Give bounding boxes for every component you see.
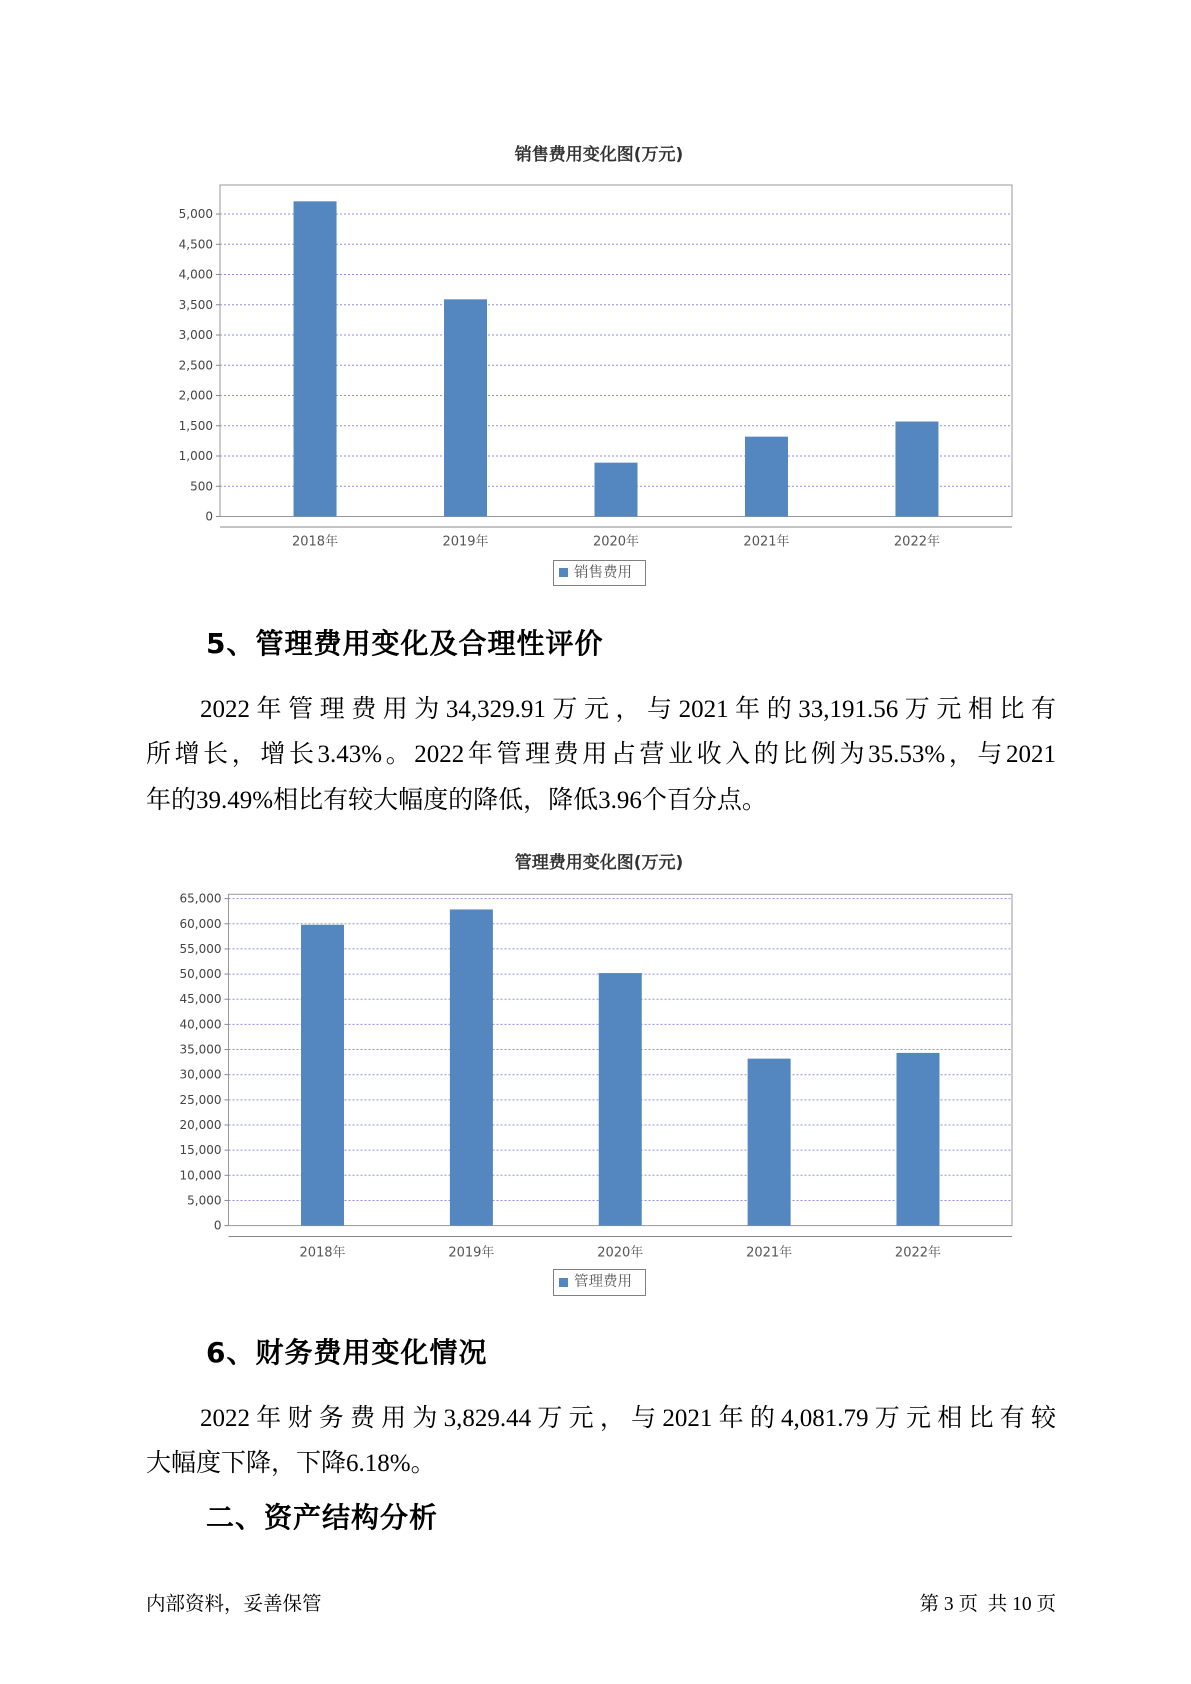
- paragraph-line: 年的39.49%相比有较大幅度的降低，降低3.96个百分点。: [146, 786, 767, 814]
- bar: [301, 925, 344, 1226]
- paragraph-line: 大幅度下降，下降6.18%。: [146, 1450, 436, 1477]
- y-tick-label: 20,000: [179, 1117, 222, 1132]
- y-tick-label: 2,500: [178, 358, 213, 373]
- bar: [444, 299, 487, 516]
- y-tick-label: 4,000: [178, 267, 213, 282]
- y-tick-label: 3,000: [178, 328, 213, 343]
- y-tick-label: 3,500: [178, 297, 213, 312]
- y-tick-label: 1,500: [178, 418, 213, 433]
- y-tick-label: 0: [213, 1218, 222, 1233]
- x-tick-label: 2019年: [448, 1245, 495, 1261]
- bar: [595, 463, 638, 517]
- y-tick-label: 50,000: [179, 967, 222, 982]
- admin-expense-chart-legend: [553, 1269, 646, 1296]
- sales-expense-chart-legend: [553, 560, 646, 586]
- legend-label: 销售费用: [574, 565, 632, 581]
- y-tick-label: 2,000: [178, 388, 213, 403]
- sales-expense-chart-title: 销售费用变化图(万元): [514, 145, 684, 165]
- x-tick-label: 2020年: [597, 1245, 644, 1261]
- x-tick-label: 2022年: [894, 1245, 942, 1261]
- x-tick-label: 2018年: [299, 1245, 346, 1261]
- bar: [895, 422, 938, 517]
- x-tick-label: 2018年: [291, 534, 339, 550]
- y-tick-label: 65,000: [179, 891, 222, 906]
- x-tick-label: 2020年: [592, 534, 640, 550]
- y-tick-label: 40,000: [179, 1017, 222, 1032]
- y-tick-label: 35,000: [179, 1042, 222, 1057]
- legend-swatch: [559, 568, 568, 577]
- y-tick-label: 5,000: [178, 207, 213, 222]
- paragraph-line: 2022年管理费用为34,329.91万元，与2021年的33,191.56万元相比有: [200, 695, 1056, 723]
- bar: [748, 1059, 791, 1226]
- y-tick-label: 4,500: [178, 237, 213, 252]
- admin-expense-bar-chart: [0, 880, 1191, 1265]
- section-heading-finance-expense: 6、财务费用变化情况: [206, 1336, 488, 1369]
- bar: [745, 437, 788, 517]
- admin-expense-chart-title: 管理费用变化图(万元): [514, 853, 684, 873]
- y-tick-label: 15,000: [179, 1143, 222, 1158]
- y-tick-label: 60,000: [179, 916, 222, 931]
- y-tick-label: 45,000: [179, 992, 222, 1007]
- y-tick-label: 500: [190, 479, 213, 494]
- y-tick-label: 30,000: [179, 1067, 222, 1082]
- y-tick-label: 1,000: [178, 449, 213, 464]
- paragraph-line: 所增长，增长3.43%。2022年管理费用占营业收入的比例为35.53%，与2021: [146, 741, 1056, 768]
- sales-expense-bar-chart: [0, 160, 1191, 560]
- paragraph-line: 2022年财务费用为3,829.44万元，与2021年的4,081.79万元相比有较: [200, 1404, 1056, 1432]
- section-heading-admin-expense: 5、管理费用变化及合理性评价: [206, 627, 604, 660]
- bar: [599, 973, 642, 1226]
- bar: [896, 1053, 939, 1226]
- section-heading-asset-structure: 二、资产结构分析: [206, 1501, 439, 1534]
- bar: [450, 909, 493, 1225]
- legend-label: 管理费用: [574, 1274, 632, 1290]
- y-tick-label: 5,000: [187, 1193, 222, 1208]
- x-tick-label: 2019年: [442, 534, 489, 550]
- bar: [294, 201, 337, 516]
- footer-page-number: 第 3 页 共 10 页: [919, 1594, 1056, 1615]
- x-tick-label: 2022年: [893, 534, 941, 550]
- x-tick-label: 2021年: [743, 534, 790, 550]
- y-tick-label: 0: [205, 509, 213, 524]
- legend-swatch: [559, 1278, 568, 1287]
- footer-confidential-note: 内部资料，妥善保管: [146, 1594, 322, 1615]
- y-tick-label: 25,000: [179, 1092, 222, 1107]
- x-tick-label: 2021年: [746, 1245, 793, 1261]
- y-tick-label: 55,000: [179, 941, 222, 956]
- y-tick-label: 10,000: [179, 1168, 222, 1183]
